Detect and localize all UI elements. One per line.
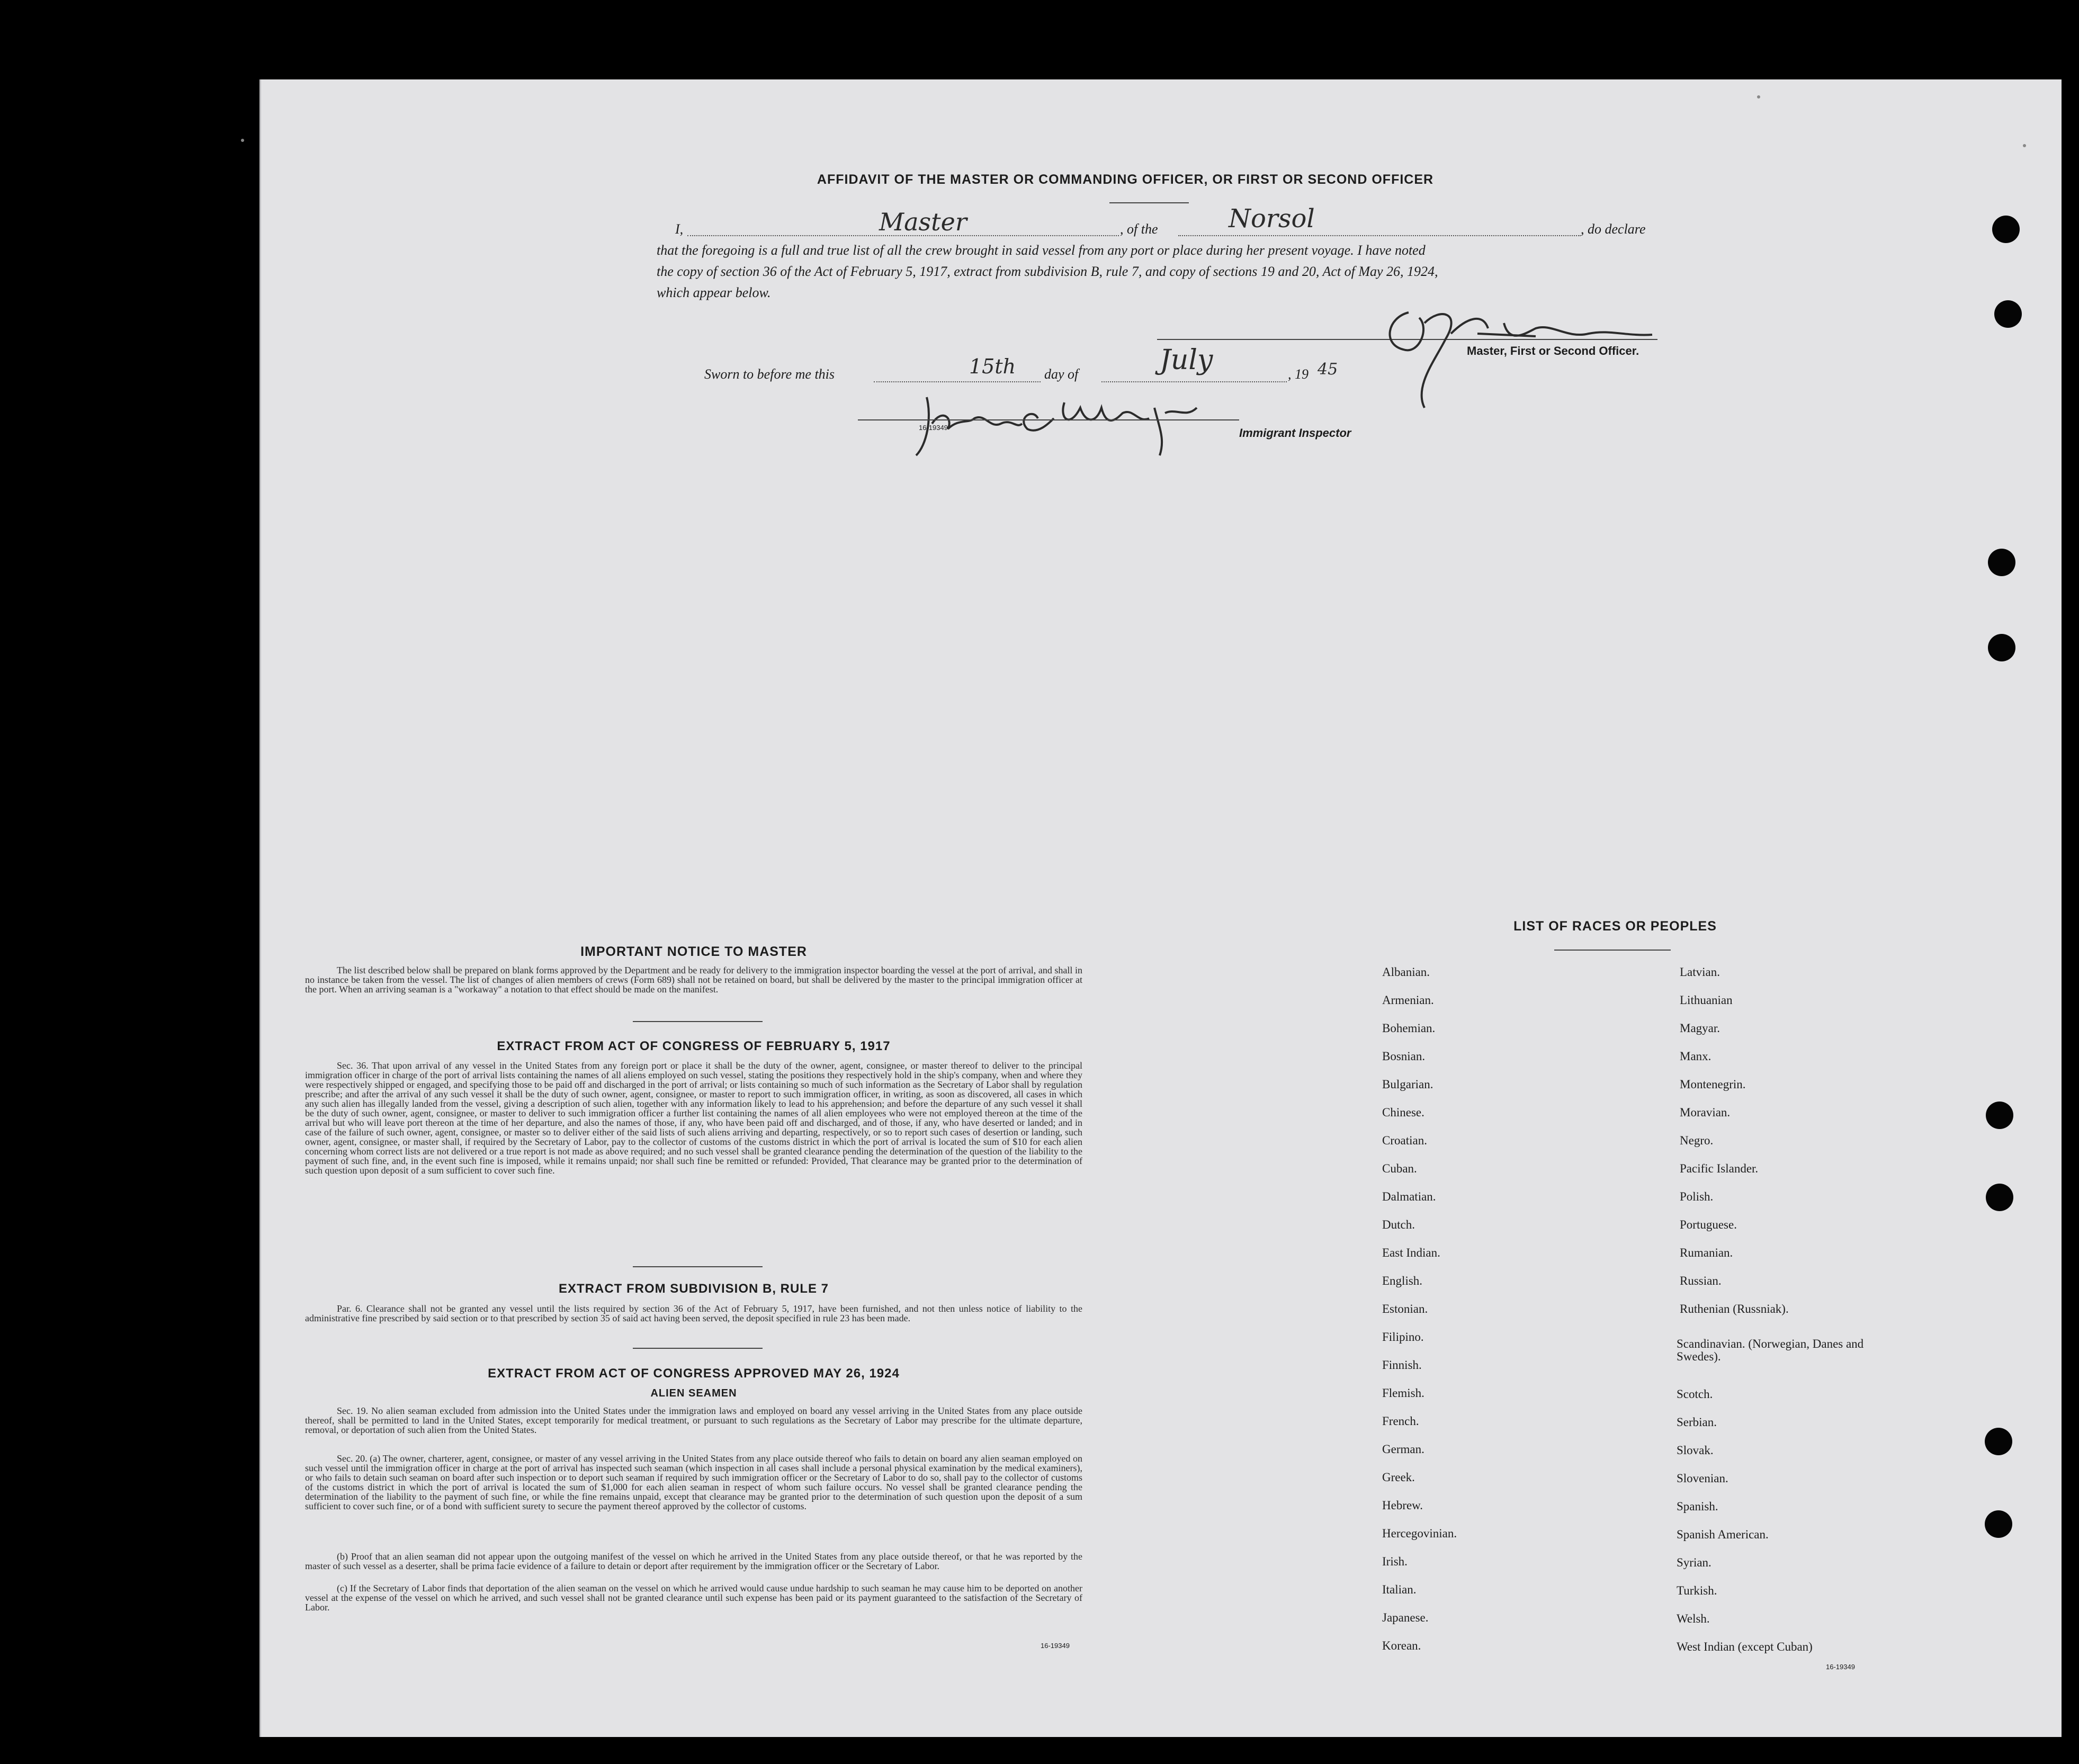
inspector-signature	[911, 387, 1207, 461]
inspector-signature-line	[858, 419, 1239, 420]
race-item: Italian.	[1382, 1583, 1417, 1596]
day-of-label: day of	[1044, 366, 1079, 382]
punch-hole	[1992, 216, 2020, 243]
race-item: Montenegrin.	[1680, 1078, 1746, 1091]
race-item: Bosnian.	[1382, 1050, 1426, 1063]
day-fill-line	[874, 381, 1041, 382]
race-item: Dalmatian.	[1382, 1190, 1436, 1203]
race-item: Hebrew.	[1382, 1499, 1423, 1512]
race-item: Spanish American.	[1677, 1528, 1769, 1541]
notice-divider	[633, 1021, 763, 1022]
race-item: Negro.	[1680, 1134, 1714, 1147]
extract-form-number: 16-19349	[1041, 1642, 1070, 1650]
handwritten-month: July	[1160, 344, 1213, 376]
race-item: Serbian.	[1677, 1416, 1717, 1429]
affidavit-body-line: the copy of section 36 of the Act of February 5, 1917, extract from subdivision B, rule 7, and copy of sections 19 and 20, Act of May 26, 1924,	[657, 264, 1438, 279]
race-item: French.	[1382, 1414, 1419, 1428]
handwritten-day: 15th	[969, 355, 1016, 378]
sec20c-text: (c) If the Secretary of Labor finds that deportation of the alien seaman on the vessel on which he arrived would cause undue hardship to such seaman he may cause him to be deported on another vessel at the expense of the vessel on which he arrived, and such vessel shall not be granted clearance until such expense has been paid or its payment guaranteed to the satisfaction of the Secretary of Labor.	[305, 1583, 1082, 1613]
punch-hole	[1988, 549, 2015, 576]
affidavit-body-line: which appear below.	[657, 285, 771, 300]
race-item: Finnish.	[1382, 1358, 1422, 1372]
extract-1917-divider	[633, 1266, 763, 1267]
race-item: Scotch.	[1677, 1387, 1713, 1401]
affidavit-prefix: I,	[675, 221, 684, 237]
race-item: Dutch.	[1382, 1218, 1415, 1231]
affidavit-form-number: 16-19349	[919, 424, 948, 432]
race-item: Albanian.	[1382, 965, 1430, 979]
race-item: Armenian.	[1382, 993, 1434, 1007]
extract-1917-text: Sec. 36. That upon arrival of any vessel in the United States from any foreign port or place it shall be the duty of the owner, agent, consignee, or master thereof to deliver to the principal immigration officer in charge of the port of arrival lists containing the names of all aliens employed on such vessel, stating the positions they respectively hold in the ship's company, when and where they were respectively shipped or engaged, and specifying those to be paid off and discharged in the port of arrival; or lists containing so much of such information as the Secretary of Labor shall by regulation prescribe; and after the arrival of any such vessel it shall be the duty of such owner, agent, consignee, or master to report to such immigration officer, in writing, as soon as discovered, all cases in which any such alien has illegally landed from the vessel, giving a description of such alien, together with any information likely to lead to his apprehension; and before the departure of any such vessel it shall be the duty of such owner, agent, consignee, or master to deliver to such immigration officer a further list containing the names of all alien employees who were not employed thereon at the time of the arrival but who will leave port thereon at the time of her departure, and also the names of those, if any, who have been paid off and discharged, and of those, if any, who have deserted or landed; and in case of the failure of such owner, agent, consignee, or master so to deliver either of the said lists of such aliens arriving and departing, respectively, or so to report such cases of desertion or landing, such owner, agent, consignee, or master shall, if required by the Secretary of Labor, pay to the collector of customs of the customs district in which the port of arrival is located the sum of $10 for each alien concerning whom correct lists are not delivered or a true report is not made as above required; and no such vessel shall be granted clearance pending the determination of the question of the liability to the payment of such fine, and, in the event such fine is imposed, while it remains unpaid; nor shall such fine be remitted or refunded: Provided, That clearance may be granted prior to the determination of such question upon deposit of a sum sufficient to cover such fine.	[305, 1060, 1082, 1176]
affidavit-title: AFFIDAVIT OF THE MASTER OR COMMANDING OFFICER, OR FIRST OR SECOND OFFICER	[817, 172, 1434, 187]
sworn-label: Sworn to before me this	[704, 366, 835, 382]
year-label: , 19	[1288, 366, 1309, 382]
race-item: Slovenian.	[1677, 1472, 1728, 1485]
race-item: Russian.	[1680, 1274, 1722, 1287]
race-item: Cuban.	[1382, 1162, 1417, 1175]
handwritten-master: Master	[879, 208, 967, 236]
races-title: LIST OF RACES OR PEOPLES	[1513, 919, 1717, 934]
handwritten-vessel-name: Norsol	[1229, 204, 1315, 234]
vessel-fill-line	[1178, 235, 1581, 236]
race-item: Greek.	[1382, 1471, 1415, 1484]
punch-hole	[1986, 1184, 2013, 1211]
races-divider	[1554, 950, 1671, 951]
rule7-title: EXTRACT FROM SUBDIVISION B, RULE 7	[558, 1282, 829, 1296]
sec19-text: Sec. 19. No alien seaman excluded from admission into the United States under the immigration laws and employed on board any vessel arriving in the United States from any place outside thereof, shall be permitted to land in the United States, except temporarily for medical treatment, or pursuant to such regulations as the Secretary of Labor may prescribe for the ultimate departure, removal, or deportation of such alien from the United States.	[305, 1405, 1082, 1435]
title-divider	[1109, 202, 1189, 203]
race-item: Portuguese.	[1680, 1218, 1737, 1231]
race-item: Chinese.	[1382, 1106, 1424, 1119]
rule7-text: Par. 6. Clearance shall not be granted any vessel until the lists required by section 36 of the Act of February 5, 1917, have been furnished, and not then unless notice of liability to the administrative fine prescribed by said section or to that prescribed by section 35 of said act having been served, the deposit specified in rule 23 has been made.	[305, 1303, 1082, 1323]
race-item: Pacific Islander.	[1680, 1162, 1759, 1175]
race-item: Slovak.	[1677, 1444, 1714, 1457]
race-item: Irish.	[1382, 1555, 1408, 1568]
speck	[241, 139, 244, 142]
race-item: Hercegovinian.	[1382, 1527, 1457, 1540]
extract-1924-subtitle: ALIEN SEAMEN	[650, 1387, 737, 1399]
sec20b-text: (b) Proof that an alien seaman did not appear upon the outgoing manifest of the vessel on which he arrived in the United States from any place outside thereof, or that he was reported by the master of such vessel as a deserter, shall be prima facie evidence of a failure to detain or deport after requirement by the immigration officer or the Secretary of Labor.	[305, 1551, 1082, 1571]
race-item: East Indian.	[1382, 1246, 1440, 1259]
notice-title: IMPORTANT NOTICE TO MASTER	[580, 944, 807, 959]
of-the-label: , of the	[1120, 221, 1158, 237]
speck	[1757, 95, 1760, 99]
race-item: Spanish.	[1677, 1500, 1718, 1513]
punch-hole	[1988, 634, 2015, 661]
do-declare-label: , do declare	[1581, 221, 1646, 237]
races-form-number: 16-19349	[1826, 1663, 1855, 1671]
race-item: Welsh.	[1677, 1612, 1710, 1625]
extract-1917-title: EXTRACT FROM ACT OF CONGRESS OF FEBRUARY 5, 1917	[497, 1039, 891, 1053]
race-item: Flemish.	[1382, 1386, 1424, 1400]
handwritten-year: 45	[1318, 360, 1338, 379]
race-item: Rumanian.	[1680, 1246, 1733, 1259]
race-item: Filipino.	[1382, 1330, 1424, 1344]
punch-hole	[1985, 1428, 2012, 1455]
race-item: Ruthenian (Russniak).	[1680, 1302, 1789, 1315]
race-item: Scandinavian. (Norwegian, Danes and Swedes).	[1677, 1337, 1864, 1363]
race-item: Japanese.	[1382, 1611, 1429, 1624]
extract-1924-title: EXTRACT FROM ACT OF CONGRESS APPROVED MAY 26, 1924	[488, 1366, 900, 1381]
speck	[2023, 144, 2026, 147]
inspector-caption: Immigrant Inspector	[1239, 426, 1351, 440]
race-item: Bulgarian.	[1382, 1078, 1433, 1091]
race-item: Croatian.	[1382, 1134, 1427, 1147]
race-item: Bohemian.	[1382, 1022, 1436, 1035]
affidavit-body-line: that the foregoing is a full and true list of all the crew brought in said vessel from any port or place during her present voyage. I have noted	[657, 243, 1426, 258]
race-item: West Indian (except Cuban)	[1677, 1640, 1813, 1653]
race-item: Estonian.	[1382, 1302, 1428, 1315]
race-item: Manx.	[1680, 1050, 1711, 1063]
race-item: Latvian.	[1680, 965, 1720, 979]
punch-hole	[1994, 300, 2022, 328]
sec20a-text: Sec. 20. (a) The owner, charterer, agent, consignee, or master of any vessel arriving in the United States from any place outside thereof who fails to detain on board any alien seaman employed on such vessel until the immigration officer in charge at the port of arrival has inspected such seaman (which inspection in all cases shall include a personal physical examination by the medical examiners), or who fails to detain such seaman on board after such inspection or to deport such seaman if required by such immigration officer or the Secretary of Labor to do so, shall pay to the collector of customs of the customs district in which the port of arrival is located the sum of $1,000 for each alien seaman in respect of whom such failure occurs. No vessel shall be granted clearance pending the determination of the liability to the payment of such fine, or while the fine remains unpaid, except that clearance may be granted prior to the determination of such question upon the deposit of a sum sufficient to cover such fine, or of a bond with sufficient surety to secure the payment thereof approved by the collector of customs.	[305, 1453, 1082, 1511]
rule7-divider	[633, 1348, 763, 1349]
master-caption: Master, First or Second Officer.	[1467, 344, 1639, 357]
punch-hole	[1986, 1102, 2013, 1129]
race-item: Moravian.	[1680, 1106, 1731, 1119]
race-item: Lithuanian	[1680, 993, 1733, 1007]
race-item: English.	[1382, 1274, 1423, 1287]
month-fill-line	[1101, 381, 1287, 382]
race-item: Syrian.	[1677, 1556, 1711, 1569]
race-item: Magyar.	[1680, 1022, 1720, 1035]
race-item: Turkish.	[1677, 1584, 1717, 1597]
race-item: Polish.	[1680, 1190, 1714, 1203]
race-item: Korean.	[1382, 1639, 1421, 1652]
notice-text: The list described below shall be prepared on blank forms approved by the Department and be ready for delivery to the immigration inspector boarding the vessel at the port of arrival, and shall in no instance be taken from the vessel. The list of changes of alien members of crews (Form 689) shall not be retained on board, but shall be delivered by the master to the principal immigration officer at the port. When an arriving seaman is a "workaway" a notation to that effect should be made on the manifest.	[305, 965, 1082, 995]
race-item: German.	[1382, 1443, 1424, 1456]
punch-hole	[1985, 1510, 2012, 1538]
